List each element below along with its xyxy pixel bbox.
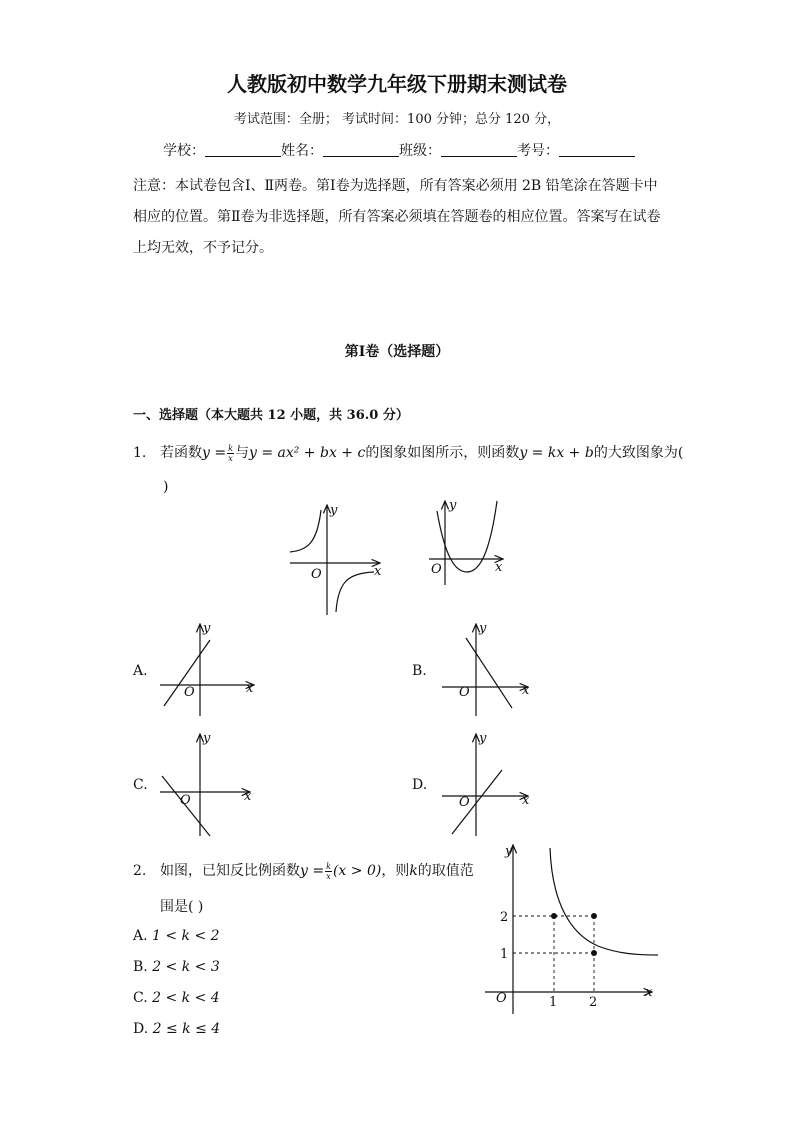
q2-text-d: 围是( ) <box>160 899 204 915</box>
q2-var: k <box>409 863 418 879</box>
number-label: 考号： <box>517 143 559 159</box>
option-d-graph[interactable] <box>440 730 540 840</box>
x-label: x <box>244 789 252 804</box>
q1-eq1-lhs: y = <box>202 445 227 461</box>
q2-frac-den: x <box>326 871 331 881</box>
q1-text-c: 的图象如图所示，则函数 <box>365 445 520 461</box>
origin-label: O <box>459 685 470 700</box>
y-label: y <box>203 621 211 636</box>
y-label: y <box>203 731 211 746</box>
y-tick-2: 2 <box>500 910 509 925</box>
origin-label: O <box>431 562 442 577</box>
x-tick-1: 1 <box>549 995 558 1010</box>
q2-fraction <box>325 862 332 881</box>
q1-eq2: y = ax² + bx + c <box>248 445 366 461</box>
option-c-graph[interactable] <box>158 730 258 840</box>
q1-eq3: y = kx + b <box>519 445 594 461</box>
y-label: y <box>449 498 457 513</box>
option-a-graph[interactable] <box>158 620 258 720</box>
choice-label: A. <box>133 928 148 944</box>
school-label: 学校： <box>163 143 205 159</box>
choice-label: C. <box>133 990 148 1006</box>
y-label: y <box>505 844 513 859</box>
q2-text-a: 如图，已知反比例函数 <box>160 863 300 879</box>
choice-text: 2 ≤ k ≤ 4 <box>152 1021 221 1037</box>
question-1-text <box>133 442 683 463</box>
option-b-graph[interactable] <box>440 620 540 720</box>
option-a-label[interactable]: A. <box>133 663 148 679</box>
q2-eq-cond: (x > 0) <box>332 863 382 879</box>
origin-label: O <box>459 795 470 810</box>
part-title: 一、选择题（本大题共 12 小题，共 36.0 分） <box>133 408 409 423</box>
hyperbola-curve <box>550 848 658 955</box>
hyperbola-branch <box>336 572 374 612</box>
question-number: 2. <box>133 863 147 879</box>
x-label: x <box>522 793 530 808</box>
q1-text-a: 若函数 <box>160 445 202 461</box>
q2-eq-lhs: y = <box>300 863 325 879</box>
x-label: x <box>645 985 653 1000</box>
q1-parabola-graph <box>425 497 515 587</box>
q2-choice-a[interactable] <box>133 928 220 944</box>
y-label: y <box>330 503 338 518</box>
name-blank[interactable] <box>323 142 399 157</box>
q2-choice-b[interactable] <box>133 959 220 975</box>
y-label: y <box>479 621 487 636</box>
q1-frac-den: x <box>228 453 233 463</box>
class-blank[interactable] <box>441 142 517 157</box>
option-d-label[interactable]: D. <box>412 777 428 793</box>
q2-choice-d[interactable] <box>133 1021 220 1037</box>
q2-text-c: 的取值范 <box>417 863 474 879</box>
choice-label: B. <box>133 959 148 975</box>
question-2-text <box>133 860 474 881</box>
exam-title: 人教版初中数学九年级下册期末测试卷 <box>227 72 567 96</box>
point-2-2 <box>591 913 597 919</box>
exam-notice: 注意：本试卷包含Ⅰ、Ⅱ两卷。第Ⅰ卷为选择题，所有答案必须用 2B 铅笔涂在答题卡中相应的位置。第Ⅱ卷为非选择题，所有答案必须填在答题卷的相应位置。答案写在试卷上均无效，不予记分。 <box>133 178 661 256</box>
class-label: 班级： <box>399 143 441 159</box>
q2-inverse-function-graph <box>480 842 660 1017</box>
x-label: x <box>374 564 382 579</box>
q2-frac-num: k <box>326 861 331 871</box>
x-label: x <box>495 560 503 575</box>
exam-meta: 考试范围：全册； 考试时间：100 分钟；总分 120 分， <box>233 112 561 127</box>
point-2-1 <box>591 950 597 956</box>
q1-hyperbola-graph <box>282 500 392 620</box>
x-label: x <box>246 681 254 696</box>
y-label: y <box>479 731 487 746</box>
parabola <box>437 501 497 572</box>
x-label: x <box>522 683 530 698</box>
number-blank[interactable] <box>559 142 635 157</box>
choice-text: 2 < k < 4 <box>152 990 220 1006</box>
option-c-label[interactable]: C. <box>133 777 148 793</box>
hyperbola-branch <box>290 510 321 552</box>
origin-label: O <box>180 793 191 808</box>
school-blank[interactable] <box>205 142 281 157</box>
q1-text-d: 的大致图象为( <box>593 445 684 461</box>
section-title: 第Ⅰ卷（选择题） <box>344 344 450 360</box>
choice-text: 1 < k < 2 <box>152 928 220 944</box>
q1-text-b: 与 <box>234 445 249 461</box>
origin-label: O <box>184 685 195 700</box>
x-tick-2: 2 <box>589 995 598 1010</box>
q1-fraction <box>227 444 234 463</box>
origin-label: O <box>496 991 507 1006</box>
y-tick-1: 1 <box>500 947 509 962</box>
q1-frac-num: k <box>228 443 233 453</box>
option-b-label[interactable]: B. <box>412 663 427 679</box>
choice-text: 2 < k < 3 <box>152 959 220 975</box>
q2-choice-c[interactable] <box>133 990 220 1006</box>
q2-text-b: ，则 <box>381 863 410 879</box>
student-info-fields <box>163 140 635 160</box>
choice-label: D. <box>133 1021 149 1037</box>
point-1-2 <box>551 913 557 919</box>
question-number: 1. <box>133 445 147 461</box>
origin-label: O <box>311 567 322 582</box>
q1-paren-close: ) <box>163 479 169 495</box>
linear-function-line <box>466 638 512 708</box>
name-label: 姓名： <box>281 143 323 159</box>
